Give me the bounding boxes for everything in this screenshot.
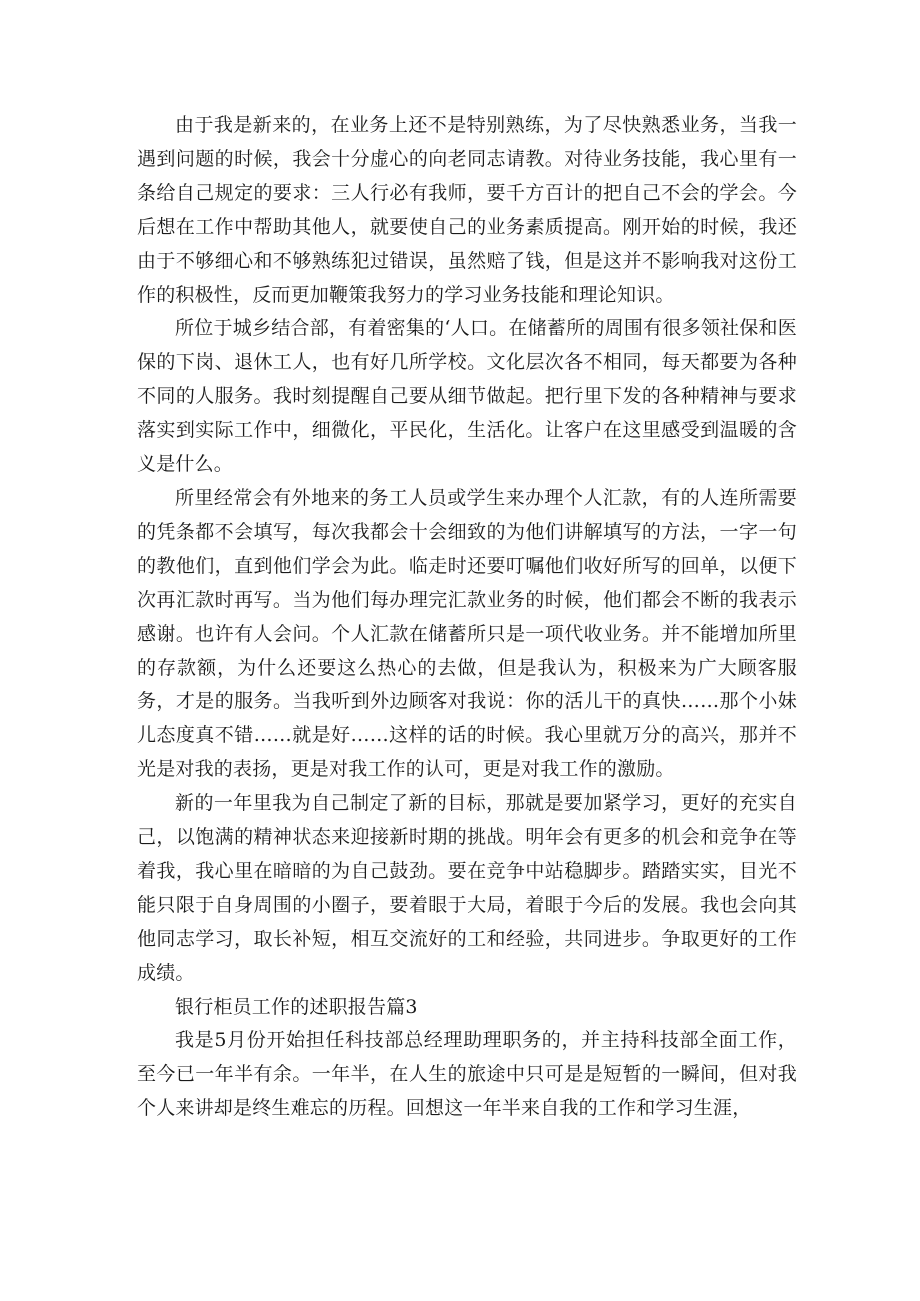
paragraph-location: 所位于城乡结合部，有着密集的‘人口。在储蓄所的周围有很多领社保和医保的下岗、退休工人，也有好几所学校。文化层次各不相同，每天都要为各种不同的人服务。我时刻提醒自己要从细节做起。把行里下发的各种精神与要求落实到实际工作中，细微化，平民化，生活化。让客户在这里感受到温暖的含义是什么。 bbox=[137, 317, 797, 476]
document-body bbox=[137, 109, 797, 1126]
paragraph-tech-department: 我是5月份开始担任科技部总经理助理职务的，并主持科技部全面工作，至今已一年半有余。一年半，在人生的旅途中只可是是短暂的一瞬间，但对我个人来讲却是终生难忘的历程。回想这一年半来自我的工作和学习生涯， bbox=[137, 1029, 797, 1120]
paragraph-new-year-goals: 新的一年里我为自己制定了新的目标，那就是要加紧学习，更好的充实自己，以饱满的精神状态来迎接新时期的挑战。明年会有更多的机会和竞争在等着我，我心里在暗暗的为自己鼓劲。要在竞争中站稳脚步。踏踏实实，目光不能只限于自身周围的小圈子，要着眼于大局，着眼于今后的发展。我也会向其他同志学习，取长补短，相互交流好的工和经验，共同进步。争取更好的工作成绩。 bbox=[137, 792, 797, 984]
section-heading: 银行柜员工作的述职报告篇3 bbox=[175, 995, 418, 1018]
paragraph-remittance: 所里经常会有外地来的务工人员或学生来办理个人汇款，有的人连所需要的凭条都不会填写，每次我都会十会细致的为他们讲解填写的方法，一字一句的教他们，直到他们学会为此。临走时还要叮嘱他们收好所写的回单，以便下次再汇款时再写。当为他们每办理完汇款业务的时候，他们都会不断的我表示感谢。也许有人会问。个人汇款在储蓄所只是一项代收业务。并不能增加所里的存款额，为什么还要这么热心的去做，但是我认为，积极来为广大顾客服务，才是的服务。当我听到外边顾客对我说：你的活儿干的真快……那个小妹儿态度真不错……就是好……这样的话的时候。我心里就万分的高兴，那并不光是对我的表扬，更是对我工作的认可，更是对我工作的激励。 bbox=[137, 486, 797, 781]
paragraph-learning: 由于我是新来的，在业务上还不是特别熟练，为了尽快熟悉业务，当我一遇到问题的时候，我会十分虚心的向老同志请教。对待业务技能，我心里有一条给自己规定的要求：三人行必有我师，要千方百计的把自己不会的学会。今后想在工作中帮助其他人，就要使自己的业务素质提高。刚开始的时候，我还由于不够细心和不够熟练犯过错误，虽然赔了钱，但是这并不影响我对这份工作的积极性，反而更加鞭策我努力的学习业务技能和理论知识。 bbox=[137, 114, 797, 306]
